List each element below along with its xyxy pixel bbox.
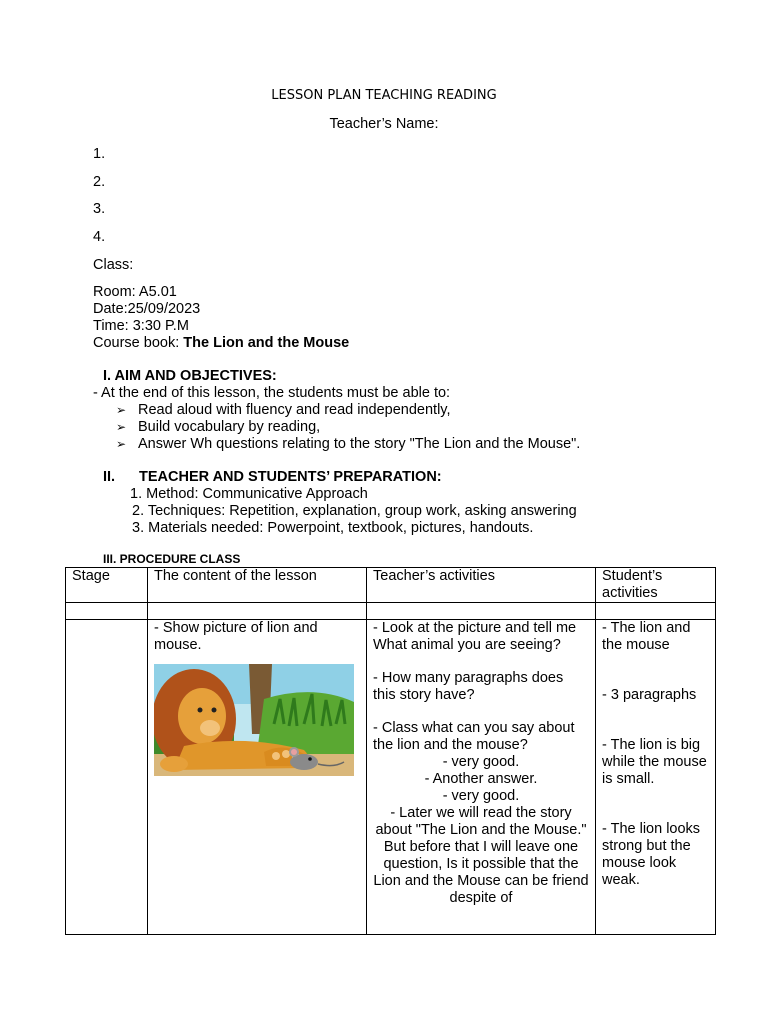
content-cell (148, 620, 367, 935)
objective-text: Answer Wh questions relating to the story "The Lion and the Mouse". (138, 436, 581, 452)
preparation-item: 1. Method: Communicative Approach (130, 486, 368, 502)
numbered-line-3: 3. (93, 201, 106, 217)
stage-cell (66, 620, 148, 935)
teacher-question-1: - Look at the picture and tell me What animal you are seeing? (373, 620, 577, 653)
header-student-activities: Student’s activities (596, 568, 716, 603)
arrow-bullet-icon: ➢ (116, 420, 127, 434)
time-info: Time: 3:30 P.M (93, 318, 189, 334)
teacher-response-2: - Another answer. (424, 771, 538, 787)
teacher-activities-cell (367, 620, 596, 935)
teacher-response-3: - very good. (442, 788, 520, 804)
course-book-info (93, 335, 349, 351)
student-answer-4: - The lion looks strong but the mouse look weak. (602, 821, 701, 888)
section3-heading: III. PROCEDURE CLASS (103, 552, 241, 566)
arrow-bullet-icon: ➢ (116, 437, 127, 451)
procedure-table (65, 567, 716, 935)
section1-intro: - At the end of this lesson, the students must be able to: (93, 385, 451, 401)
teacher-name-label: Teacher’s Name: (329, 116, 439, 132)
document-title: LESSON PLAN TEACHING READING (271, 88, 497, 103)
table-cell (367, 603, 596, 620)
section1-heading: I. AIM AND OBJECTIVES: (103, 368, 277, 384)
numbered-line-1: 1. (93, 146, 106, 162)
student-answer-2: - 3 paragraphs (602, 687, 697, 703)
preparation-item: 2. Techniques: Repetition, explanation, group work, asking answering (132, 503, 577, 519)
student-activities-cell (596, 620, 716, 935)
header-stage: Stage (66, 568, 148, 603)
course-book-title: The Lion and the Mouse (183, 335, 350, 351)
table-cell (66, 603, 148, 620)
arrow-bullet-icon: ➢ (116, 403, 127, 417)
section2-heading: TEACHER AND STUDENTS’ PREPARATION: (139, 469, 442, 485)
objective-text: Build vocabulary by reading, (138, 419, 321, 435)
lion-and-mouse-picture (154, 664, 354, 776)
room-info: Room: A5.01 (93, 284, 177, 300)
section2-number: II. (103, 469, 116, 485)
objective-item (116, 419, 320, 435)
objective-item (116, 402, 451, 418)
teacher-question-2: - How many paragraphs does this story have? (373, 670, 564, 703)
teacher-question-3: - Class what can you say about the lion and the mouse? (373, 720, 575, 753)
table-cell (596, 603, 716, 620)
preparation-item: 3. Materials needed: Powerpoint, textbook, pictures, handouts. (132, 520, 534, 536)
objective-item (116, 436, 580, 452)
numbered-line-4: 4. (93, 229, 106, 245)
objective-text: Read aloud with fluency and read independently, (138, 402, 451, 418)
header-content: The content of the lesson (148, 568, 367, 603)
numbered-line-2: 2. (93, 174, 106, 190)
teacher-response-1: - very good. (442, 754, 520, 770)
course-book-label: Course book: (93, 335, 184, 351)
table-header-row (66, 568, 716, 603)
student-answer-1: - The lion and the mouse (602, 620, 691, 653)
table-row (66, 620, 716, 935)
student-answer-3: - The lion is big while the mouse is small. (602, 737, 707, 787)
table-cell (148, 603, 367, 620)
teacher-question-4: - Later we will read the story about "The Lion and the Mouse." But before that I will leave one question, Is it possible that the Lion and the Mouse can be friend despite of (373, 805, 589, 906)
class-label: Class: (93, 257, 134, 273)
date-info: Date:25/09/2023 (93, 301, 201, 317)
table-row-empty (66, 603, 716, 620)
header-teacher-activities: Teacher’s activities (367, 568, 596, 603)
content-text: - Show picture of lion and mouse. (154, 620, 318, 653)
